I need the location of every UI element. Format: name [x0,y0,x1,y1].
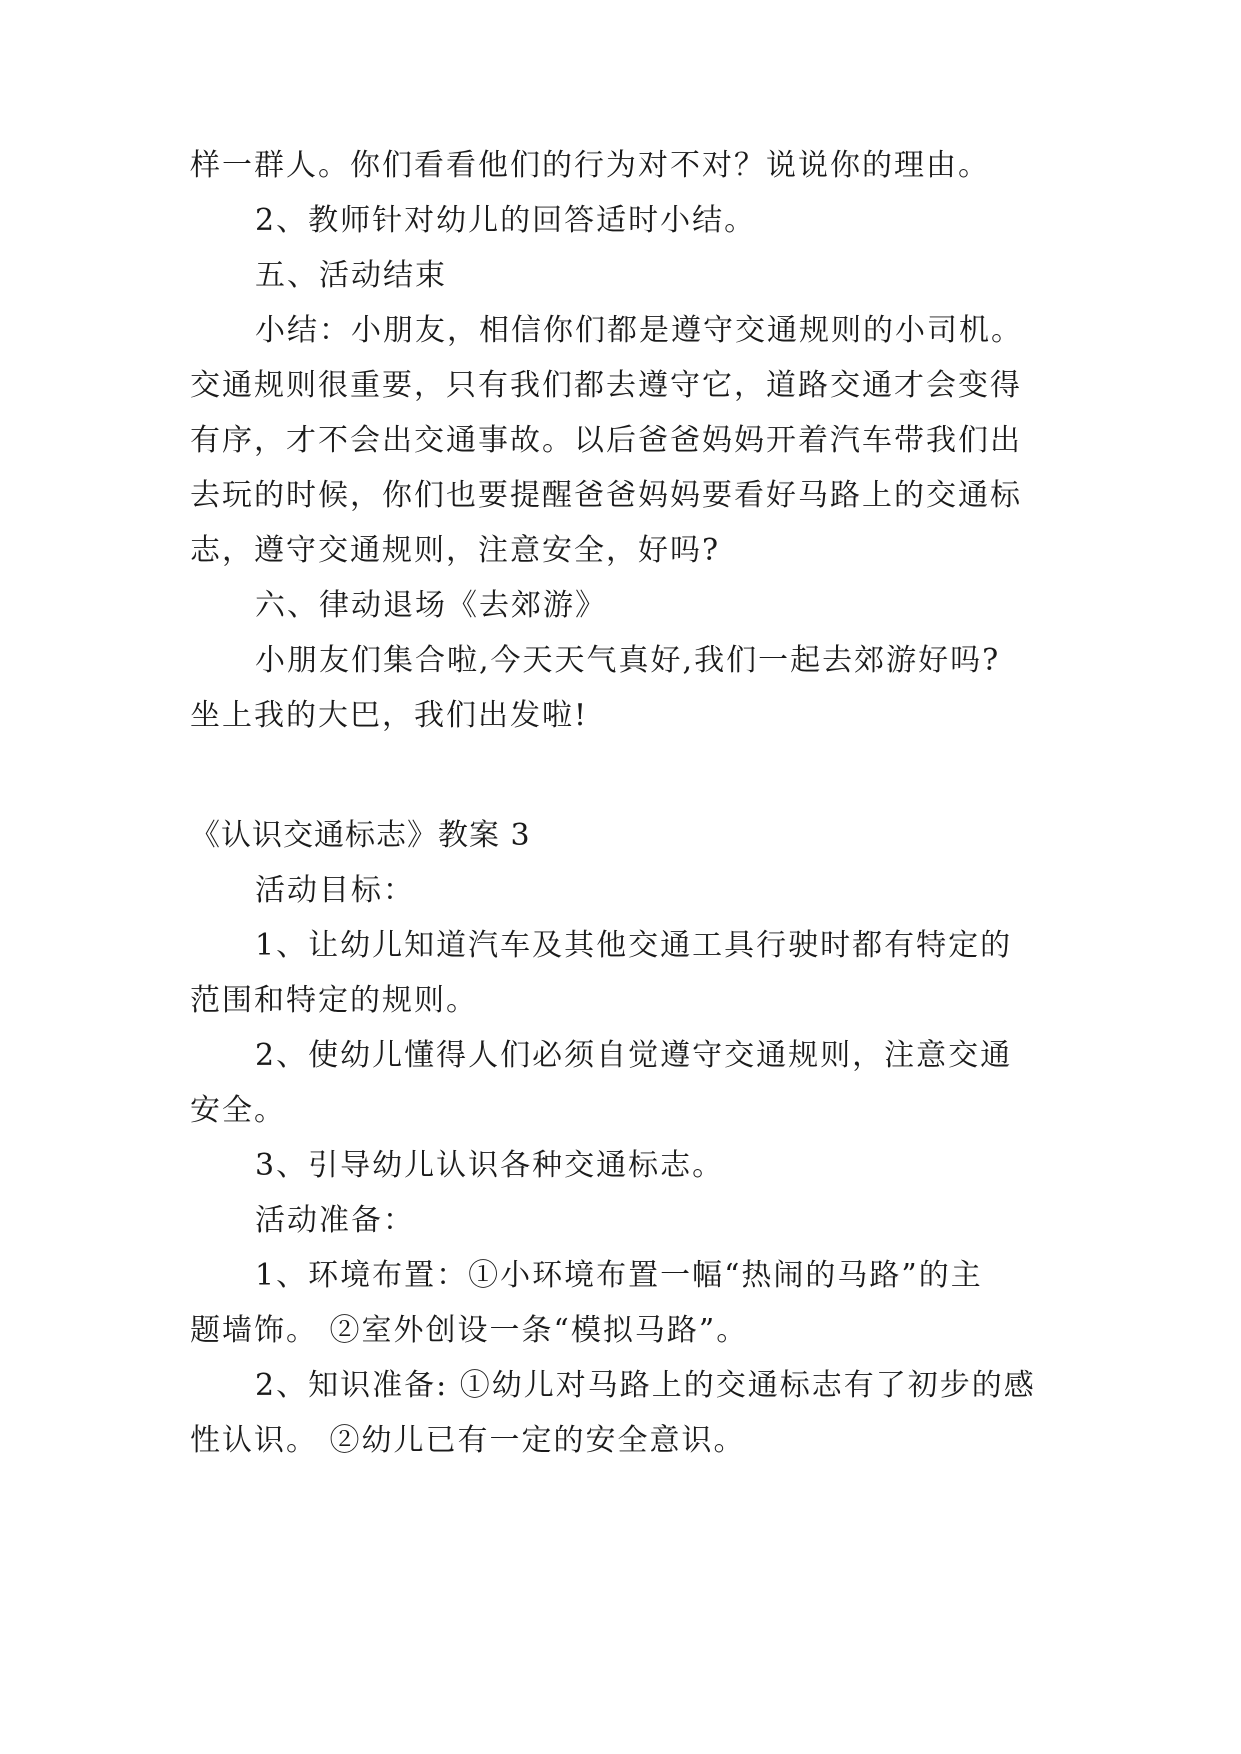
paragraph-line: 2、知识准备: ①幼儿对马路上的交通标志有了初步的感 [255,1368,1036,1403]
section-heading: 六、律动退场《去郊游》 [255,588,607,623]
document-title: 《认识交通标志》教案 3 [190,818,531,853]
paragraph-line: 1、让幼儿知道汽车及其他交通工具行驶时都有特定的 [255,928,1013,963]
section-heading: 活动目标： [255,873,415,908]
paragraph-line: 3、引导幼儿认识各种交通标志。 [255,1148,725,1183]
section-heading: 五、活动结束 [255,258,447,293]
paragraph-line: 有序，才不会出交通事故。以后爸爸妈妈开着汽车带我们出 [190,423,1022,458]
paragraph-line: 去玩的时候，你们也要提醒爸爸妈妈要看好马路上的交通标 [190,478,1022,513]
paragraph-line: 1、环境布置：①小环境布置一幅“热闹的马路”的主 [255,1258,983,1293]
paragraph-line: 志，遵守交通规则，注意安全，好吗? [190,533,721,568]
paragraph-line: 性认识。 ②幼儿已有一定的安全意识。 [190,1423,746,1458]
paragraph-line: 2、使幼儿懂得人们必须自觉遵守交通规则，注意交通 [255,1038,1013,1073]
paragraph-line: 题墙饰。 ②室外创设一条“模拟马路”。 [190,1313,749,1348]
paragraph-line: 2、教师针对幼儿的回答适时小结。 [255,203,757,238]
paragraph-line: 交通规则很重要，只有我们都去遵守它，道路交通才会变得 [190,368,1022,403]
paragraph-line: 范围和特定的规则。 [190,983,478,1018]
paragraph-line: 小朋友们集合啦,今天天气真好,我们一起去郊游好吗? [255,643,1001,678]
section-heading: 活动准备： [255,1203,415,1238]
paragraph-line: 坐上我的大巴，我们出发啦! [190,698,589,733]
paragraph-line: 样一群人。你们看看他们的行为对不对？说说你的理由。 [190,148,990,183]
paragraph-line: 小结：小朋友，相信你们都是遵守交通规则的小司机。 [255,313,1023,348]
paragraph-line: 安全。 [190,1093,286,1128]
